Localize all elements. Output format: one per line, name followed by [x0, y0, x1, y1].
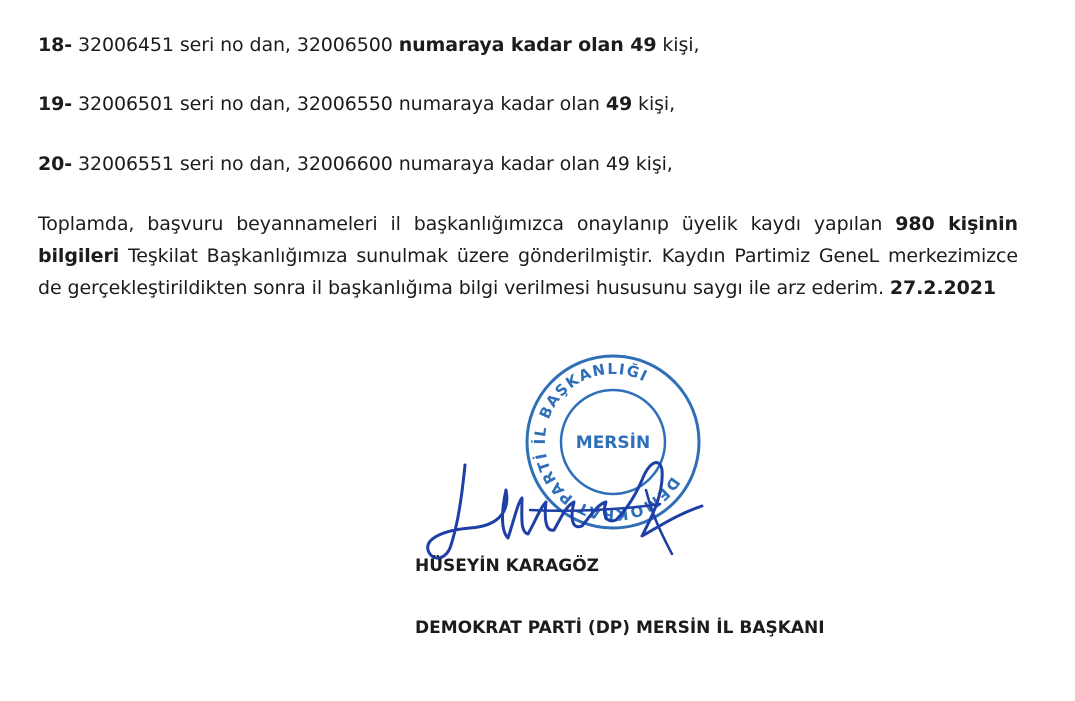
range-description: numaraya kadar olan 49 kişi,	[398, 153, 673, 175]
serial-end: 32006500	[296, 34, 393, 56]
paragraph-text-1: Toplamda, başvuru beyannameleri il başkanlığımızca onaylanıp üyelik kaydı yapılan	[38, 213, 883, 235]
stamp-ring-text: DEMOKRAT PARTİ İL BAŞKANLIĞI	[530, 359, 684, 525]
serial-end: 32006600	[296, 153, 393, 175]
person-unit: kişi,	[662, 34, 700, 56]
paragraph-text-2: Teşkilat Başkanlığımıza sunulmak üzere gönderilmiştir. Kaydın Partimiz GeneL merkezimizce de gerçekleştirildikten sonra il başkanlığıma bilgi verilmesi hususunu saygı ile arz ederim.	[38, 245, 1018, 299]
list-item	[38, 152, 673, 176]
serial-start: 32006551	[77, 153, 174, 175]
serial-label: seri no dan,	[179, 153, 291, 175]
range-description: numaraya kadar olan 49	[398, 34, 657, 56]
serial-start: 32006501	[77, 93, 174, 115]
list-item	[38, 33, 699, 57]
serial-start: 32006451	[77, 34, 174, 56]
list-item-number: 18-	[38, 34, 73, 56]
signatory-name: HÜSEYİN KARAGÖZ	[415, 556, 599, 576]
person-count: 49	[605, 93, 633, 115]
signature	[410, 450, 730, 570]
list-item	[38, 92, 675, 116]
stamp-center-text: MERSİN	[575, 433, 651, 453]
document-date: 27.2.2021	[889, 277, 996, 299]
range-description: numaraya kadar olan	[398, 93, 600, 115]
serial-label: seri no dan,	[179, 34, 291, 56]
serial-end: 32006550	[296, 93, 393, 115]
serial-label: seri no dan,	[179, 93, 291, 115]
list-item-number: 19-	[38, 93, 73, 115]
signatory-title: DEMOKRAT PARTİ (DP) MERSİN İL BAŞKANI	[415, 618, 825, 638]
paragraph-bold-count: 980 kişinin bilgileri	[38, 213, 1018, 267]
body-paragraph	[38, 208, 1018, 304]
person-unit: kişi,	[638, 93, 676, 115]
signature-flourish	[530, 490, 672, 554]
list-item-number: 20-	[38, 153, 73, 175]
